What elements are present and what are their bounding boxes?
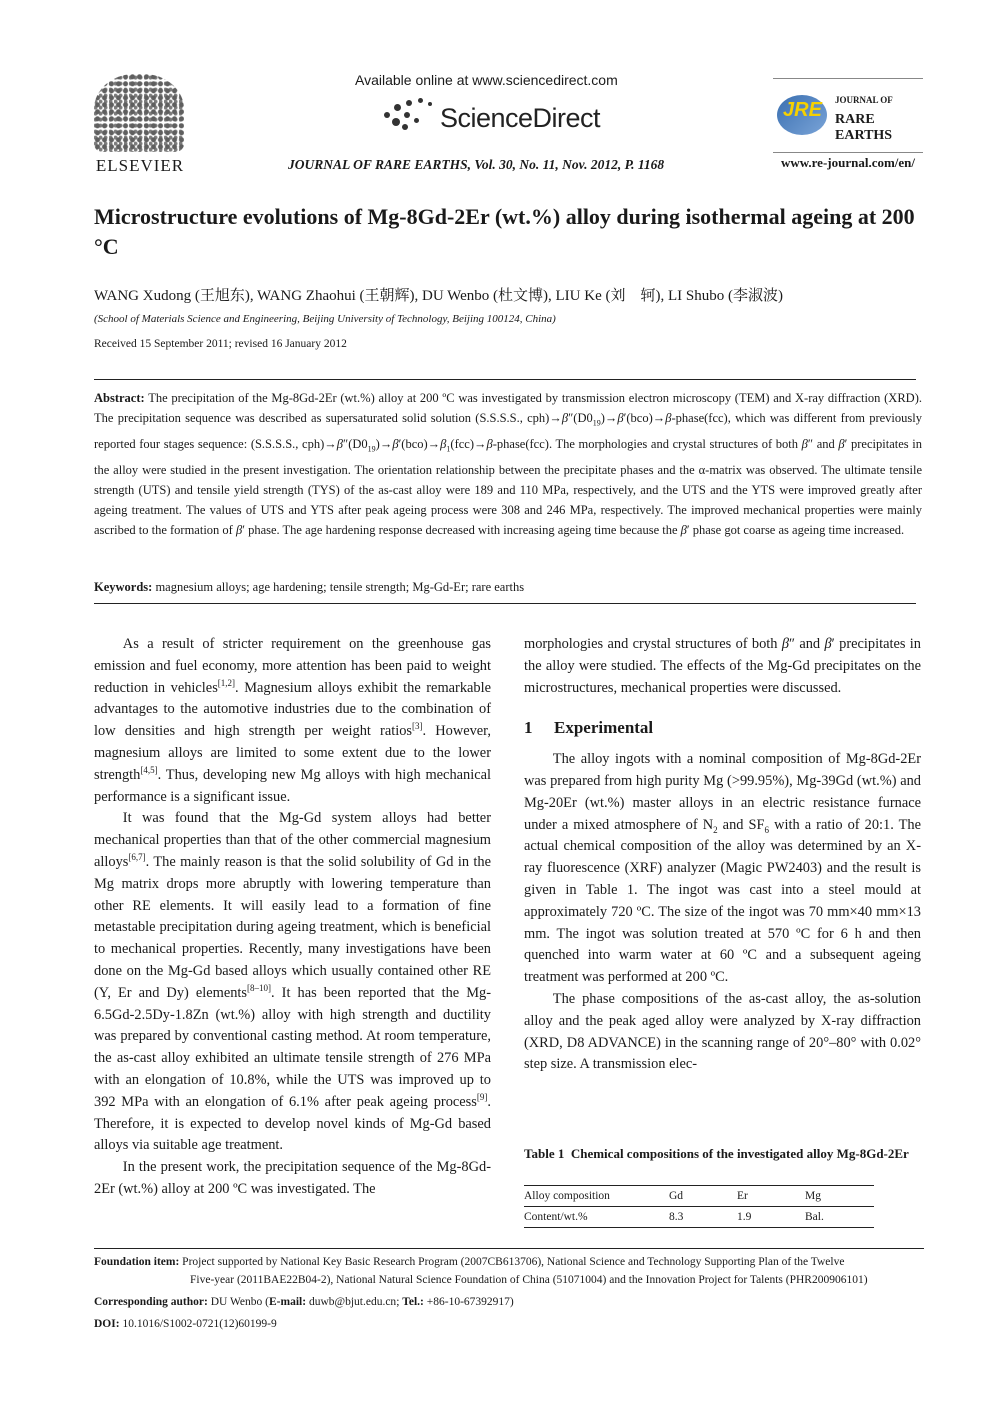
jre-journal-of: JOURNAL OF [835,95,893,105]
elsevier-tree-icon [94,74,184,152]
jre-rare-earths: RARE EARTHS [835,112,893,143]
composition-table [524,1185,874,1228]
foundation-text-cont: Five-year (2011BAE22B04-2), National Natural Science Foundation of China (51071004) and the Innovation Project for Talents (PHR200906101) [190,1274,868,1286]
available-online: Available online at www.sciencedirect.com [355,72,618,88]
corresponding-author: Corresponding author: DU Wenbo (E-mail: duwb@bjut.edu.cn; Tel.: +86-10-67392917) [94,1296,514,1308]
table-header-cell: Mg [805,1186,874,1207]
keywords-text: magnesium alloys; age hardening; tensile strength; Mg-Gd-Er; rare earths [155,580,525,594]
elsevier-logo [94,74,186,174]
body-left-column [94,634,491,1201]
sciencedirect-dots-icon [380,98,440,134]
table-caption-label: Table 1 [524,1146,565,1161]
table-row [524,1207,874,1228]
abstract-top-rule [94,379,916,380]
paragraph: It was found that the Mg-Gd system alloys had better mechanical properties than that of the other commercial magnesium alloys[6,7]. The mainly reason is that the solid solubility of Gd in the Mg matrix drops more abruptly with lowering temperature than other RE elements. It will easily lead to a formation of fine metastable precipitation during ageing treatment, which is beneficial to mechanical properties. Recently, many investigations have been done on the Mg-Gd based alloys which usually contained other RE (Y, Er and Dy) elements[8–10]. It has been reported that the Mg-6.5Gd-2.5Dy-1.8Zn (wt.%) alloy with high strength and ductility was prepared by conventional casting method. At room temperature, the as-cast alloy exhibited an ultimate tensile strength of 276 MPa with an elongation of 10.8%, while the UTS was improved up to 392 MPa with an elongation of 6.1% after peak ageing process[9]. Therefore, it is expected to develop novel kinds of Mg-Gd based alloys via suitable age treatment. [94,810,491,1154]
received-dates: Received 15 September 2011; revised 16 January 2012 [94,338,347,350]
table-header-row [524,1186,874,1207]
table-cell: 1.9 [737,1207,805,1228]
table-cell: Bal. [805,1207,874,1228]
body-right-column [524,634,921,1076]
paragraph: As a result of stricter requirement on the greenhouse gas emission and fuel economy, more attention has been paid to weight reduction in vehicles[1,2]. Magnesium alloys exhibit the remarkable advantages to the automotive industries due to the combination of low densities and high strength per weight ratios[3]. However, magnesium alloys are limited to some extent due to the lower strength[4,5]. Thus, developing new Mg alloys with high mechanical performance is a significant issue. [94,636,491,805]
corresponding-label: Corresponding author: [94,1296,208,1308]
abstract-label: Abstract: [94,391,145,405]
foundation-item [94,1253,924,1271]
email-link[interactable]: duwb@bjut.edu.cn [308,1296,397,1308]
paragraph: The phase compositions of the as-cast alloy, the as-solution alloy and the peak aged alloy were analyzed by X-ray diffraction (XRD, D8 ADVANCE) in the scanning range of 20°–80° with 0.02° step size. A transmission elec- [524,990,921,1073]
journal-citation: JOURNAL OF RARE EARTHS, Vol. 30, No. 11, Nov. 2012, P. 1168 [288,157,665,172]
paragraph: In the present work, the precipitation sequence of the Mg-8Gd-2Er (wt.%) alloy at 200 ºC was investigated. The [94,1159,491,1197]
keywords [94,580,922,595]
sciencedirect-wordmark: ScienceDirect [440,103,601,133]
jre-badge-text: JRE [783,99,822,121]
article-title: Microstructure evolutions of Mg-8Gd-2Er (wt.%) alloy during isothermal ageing at 200 °C [94,204,915,259]
section-title: Experimental [554,718,654,738]
foundation-label: Foundation item: [94,1256,180,1268]
paragraph: The alloy ingots with a nominal composition of Mg-8Gd-2Er was prepared from high purity Mg (>99.95%), Mg-39Gd (wt.%) and Mg-20Er (wt.%) master alloys in an electric resistance furnace under a mixed atmosphere of $N_2$ and $SF_6$ with a ratio of 20:1. The actual chemical composition of the alloy was determined by an X-ray fluorescence (XRF) analyzer (Magic PW2403) and the result is given in Table 1. The ingot was cast into a steel mould at approximately 720 ºC. The size of the ingot was 70 mm×40 mm×13 mm. The ingot was solution treated at 570 ºC for 6 h and then quenched into warm water at 60 ºC and a subsequent ageing treatment was performed at 200 ºC. [524,751,921,986]
affiliation: (School of Materials Science and Engineering, Beijing University of Technology, Beijing 100124, China) [94,313,556,325]
footnotes [94,1248,924,1333]
paragraph: morphologies and crystal structures of both β″ and β′ precipitates in the alloy were studied. The effects of the Mg-Gd precipitates on the microstructures, mechanical properties were discussed. [524,636,921,696]
table-cell: Content/wt.% [524,1207,669,1228]
tel-label: Tel.: [402,1296,424,1308]
doi-label: DOI: [94,1318,120,1330]
table-caption-text: Chemical compositions of the investigated alloy Mg-8Gd-2Er [570,1146,909,1161]
doi [94,1315,924,1333]
corresponding-text: DU Wenbo ( [210,1296,269,1308]
keywords-label: Keywords: [94,580,153,594]
journal-url[interactable]: www.re-journal.com/en/ [773,152,923,171]
foundation-text: Project supported by National Key Basic Research Program (2007CB613706), National Science and Technology Supporting Plan of the Twelve [182,1256,845,1268]
section-heading [524,717,921,739]
publisher-name: ELSEVIER [95,156,185,175]
table-header-cell: Alloy composition [524,1186,669,1207]
table-cell: 8.3 [669,1207,737,1228]
email-label: E-mail: [269,1296,307,1308]
table-header-cell: Er [737,1186,805,1207]
table-caption [524,1144,922,1164]
abstract: Abstract: The precipitation of the Mg-8Gd-2Er (wt.%) alloy at 200 ºC was investigated by transmission electron microscopy (TEM) and X-ray diffraction (XRD). The precipitation sequence was described as supersaturated solid solution (S.S.S.S., $cph)\to\beta''(D0_{19})\to\beta'(bco)\to\beta-phase(fcc)$, which was different from previously reported four stages sequence: (S.S.S.S., $cph)\to\beta''(D0_{19})\to\beta'(bco)\to\beta_1(fcc)\to\beta-phase(fcc)$. The morphologies and crystal structures of both β″ and β′ precipitates in the alloy were studied in the present investigation. The orientation relationship between the precipitate phases and the α-matrix was observed. The ultimate tensile strength (UTS) and tensile yield strength (TYS) of the as-cast alloy were 189 and 110 MPa, respectively, and the UTS and the YTS were improved greatly after ageing treatment. The values of UTS and YTS after peak ageing process were 308 and 246 MPa, respectively. The improved mechanical properties were mainly ascribed to the formation of β′ phase. The age hardening response decreased with increasing ageing time because the β′ phase got coarse as ageing time increased. [94,391,922,538]
author-list: WANG Xudong (王旭东), WANG Zhaohui (王朝辉), DU Wenbo (杜文博), LIU Ke (刘 轲), LI Shubo (李淑波) [94,288,783,304]
table-header-cell: Gd [669,1186,737,1207]
abstract-bottom-rule [94,603,916,604]
tel-number: +86-10-67392917 [426,1296,510,1308]
doi-link[interactable]: 10.1016/S1002-0721(12)60199-9 [122,1318,277,1330]
section-number: 1 [524,718,533,738]
jre-logo [773,78,923,151]
